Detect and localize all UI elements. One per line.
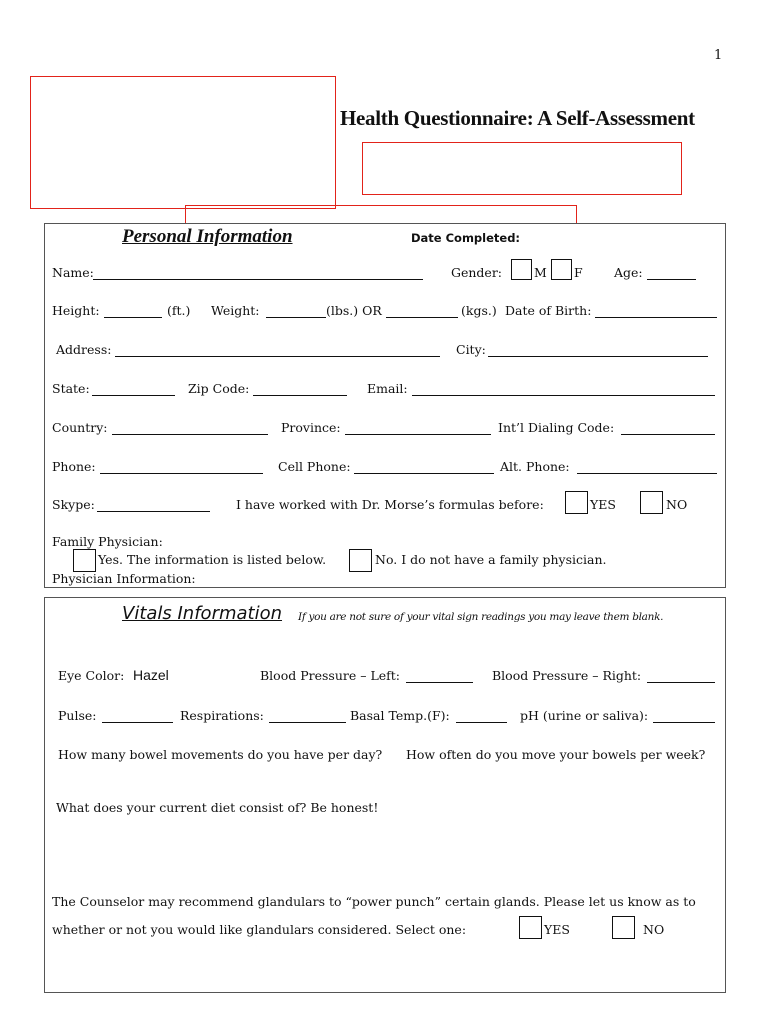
- state-label: State:: [52, 381, 90, 396]
- city-label: City:: [456, 342, 486, 357]
- page-title: Health Questionnaire: A Self-Assessment: [340, 106, 695, 130]
- alt-phone-field[interactable]: [577, 473, 717, 474]
- dialing-code-label: Int’l Dialing Code:: [498, 420, 615, 435]
- family-physician-label: Family Physician:: [52, 534, 163, 549]
- dob-label: Date of Birth:: [505, 303, 592, 318]
- personal-info-heading: Personal Information: [122, 226, 293, 247]
- lbs-or-label: (lbs.) OR: [326, 303, 382, 318]
- formulas-no-checkbox[interactable]: [640, 491, 663, 514]
- counselor-text-line-2: whether or not you would like glandulars considered. Select one:: [52, 922, 467, 937]
- gender-f-checkbox[interactable]: [551, 259, 572, 280]
- physician-yes-checkbox[interactable]: [73, 549, 96, 572]
- gender-m-checkbox[interactable]: [511, 259, 532, 280]
- weight-label: Weight:: [211, 303, 260, 318]
- age-field[interactable]: [647, 279, 696, 280]
- zip-field[interactable]: [253, 395, 347, 396]
- name-field[interactable]: [93, 279, 423, 280]
- formulas-label: I have worked with Dr. Morse’s formulas before:: [236, 497, 544, 512]
- pulse-field[interactable]: [102, 722, 173, 723]
- glandulars-yes-checkbox[interactable]: [519, 916, 542, 939]
- weight-lbs-field[interactable]: [266, 317, 326, 318]
- height-field[interactable]: [104, 317, 162, 318]
- email-field[interactable]: [412, 395, 715, 396]
- bp-right-field[interactable]: [647, 682, 715, 683]
- phone-field[interactable]: [100, 473, 263, 474]
- bp-left-label: Blood Pressure – Left:: [260, 668, 401, 683]
- respirations-field[interactable]: [269, 722, 346, 723]
- gender-m-label: M: [534, 265, 547, 280]
- ph-label: pH (urine or saliva):: [520, 708, 649, 723]
- glandulars-no-checkbox[interactable]: [612, 916, 635, 939]
- gender-f-label: F: [574, 265, 583, 280]
- zip-label: Zip Code:: [188, 381, 250, 396]
- country-label: Country:: [52, 420, 108, 435]
- physician-no-checkbox[interactable]: [349, 549, 372, 572]
- vitals-heading: Vitals Information: [122, 603, 283, 624]
- pulse-label: Pulse:: [58, 708, 97, 723]
- address-label: Address:: [56, 342, 112, 357]
- city-field[interactable]: [488, 356, 708, 357]
- alt-phone-label: Alt. Phone:: [500, 459, 570, 474]
- page-number: 1: [714, 48, 723, 63]
- dialing-code-field[interactable]: [621, 434, 715, 435]
- formulas-yes-checkbox[interactable]: [565, 491, 588, 514]
- glandulars-no-label: NO: [643, 922, 665, 937]
- physician-info-label: Physician Information:: [52, 571, 196, 586]
- bp-left-field[interactable]: [406, 682, 473, 683]
- vitals-note: If you are not sure of your vital sign readings you may leave them blank.: [298, 611, 664, 623]
- physician-yes-label: Yes. The information is listed below.: [98, 552, 327, 567]
- email-label: Email:: [367, 381, 408, 396]
- name-label: Name:: [52, 265, 94, 280]
- eye-color-value[interactable]: Hazel: [133, 667, 169, 683]
- date-completed-label: Date Completed:: [411, 231, 521, 245]
- age-label: Age:: [614, 265, 643, 280]
- bowel-per-week-label: How often do you move your bowels per week?: [406, 747, 706, 762]
- glandulars-yes-label: YES: [544, 922, 570, 937]
- counselor-text-line-1: The Counselor may recommend glandulars to “power punch” certain glands. Please let us know as to: [52, 894, 696, 909]
- phone-label: Phone:: [52, 459, 96, 474]
- skype-label: Skype:: [52, 497, 95, 512]
- ph-field[interactable]: [653, 722, 715, 723]
- address-field[interactable]: [115, 356, 440, 357]
- ft-label: (ft.): [167, 303, 191, 318]
- bp-right-label: Blood Pressure – Right:: [492, 668, 642, 683]
- weight-kgs-field[interactable]: [386, 317, 458, 318]
- skype-field[interactable]: [97, 511, 210, 512]
- subtitle-field-box[interactable]: [362, 142, 682, 195]
- respirations-label: Respirations:: [180, 708, 264, 723]
- province-label: Province:: [281, 420, 341, 435]
- country-field[interactable]: [112, 434, 268, 435]
- formulas-no-label: NO: [666, 497, 688, 512]
- dob-field[interactable]: [595, 317, 717, 318]
- cell-phone-label: Cell Phone:: [278, 459, 351, 474]
- height-label: Height:: [52, 303, 100, 318]
- formulas-yes-label: YES: [590, 497, 616, 512]
- header-field-box[interactable]: [185, 205, 577, 224]
- bowel-per-day-label: How many bowel movements do you have per day?: [58, 747, 383, 762]
- basal-temp-label: Basal Temp.(F):: [350, 708, 450, 723]
- eye-color-label: Eye Color:: [58, 668, 125, 683]
- gender-label: Gender:: [451, 265, 503, 280]
- logo-field-box[interactable]: [30, 76, 336, 209]
- diet-label: What does your current diet consist of? Be honest!: [56, 800, 379, 815]
- cell-phone-field[interactable]: [354, 473, 494, 474]
- province-field[interactable]: [345, 434, 491, 435]
- physician-no-label: No. I do not have a family physician.: [375, 552, 607, 567]
- kgs-label: (kgs.): [461, 303, 497, 318]
- state-field[interactable]: [92, 395, 175, 396]
- basal-temp-field[interactable]: [456, 722, 507, 723]
